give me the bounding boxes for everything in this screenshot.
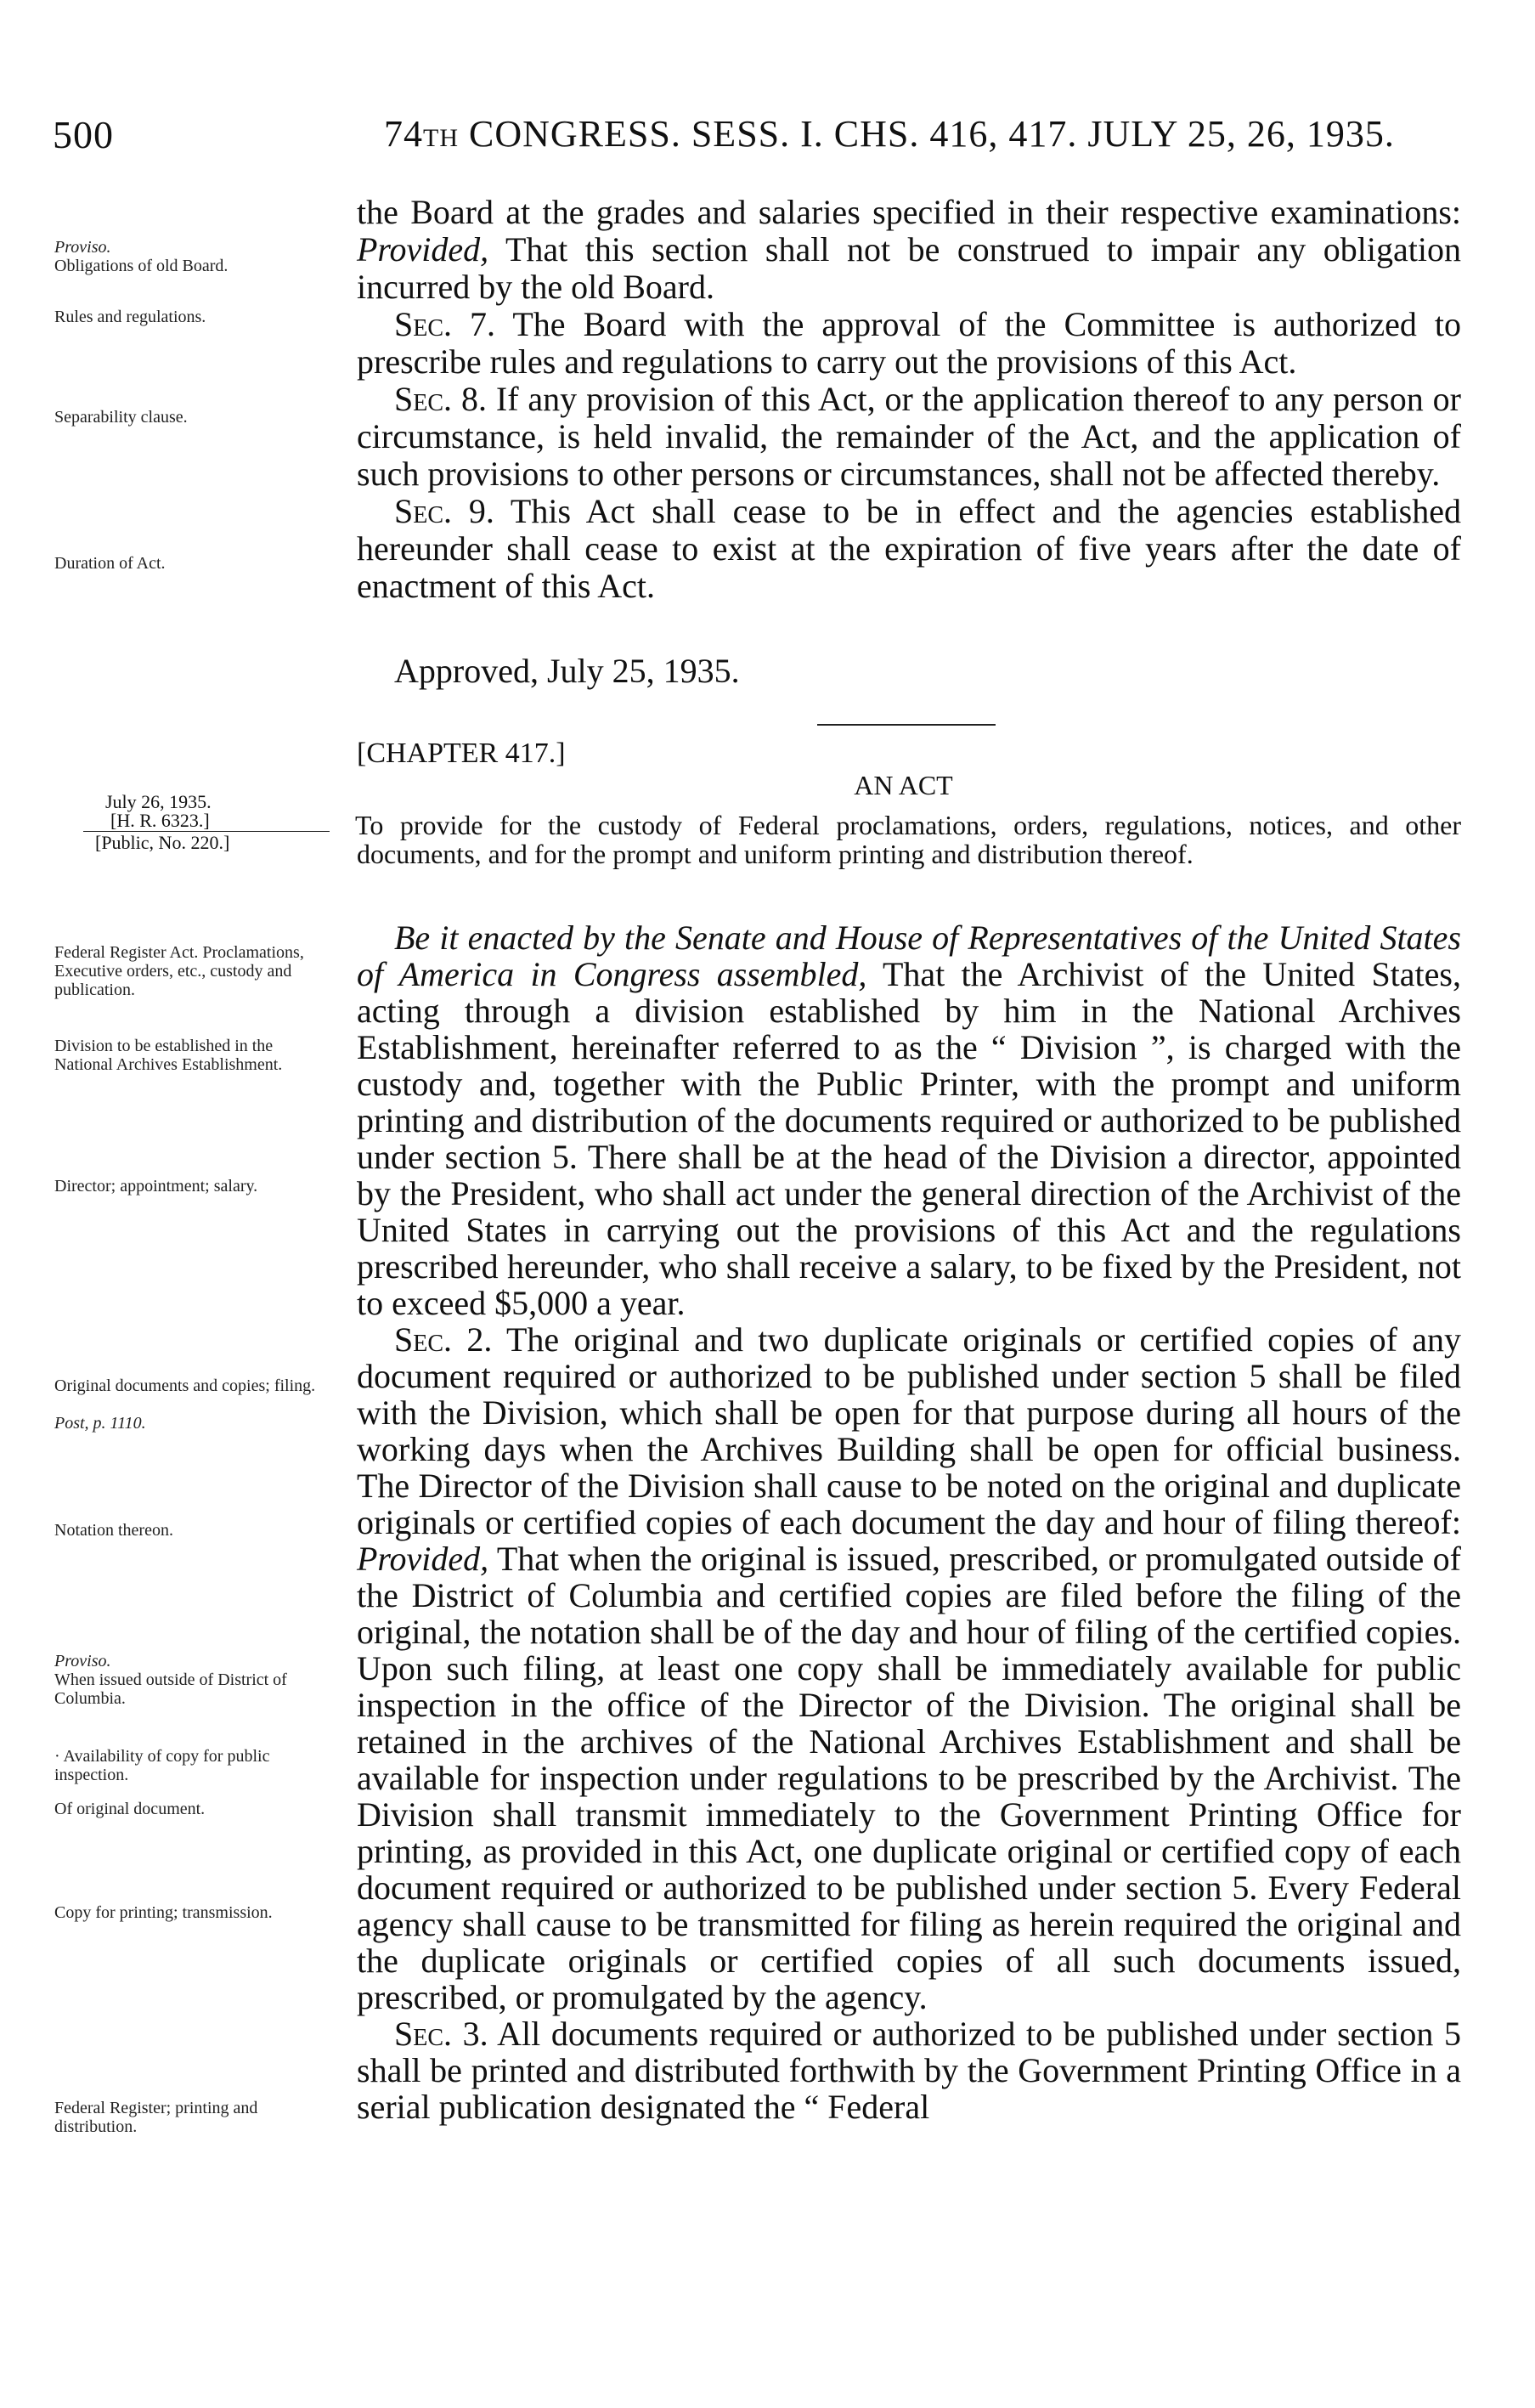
- margin-director: Director; appointment; salary.: [54, 1177, 258, 1196]
- margin-separability: Separability clause.: [54, 408, 188, 427]
- sec-3-label: Sec. 3.: [394, 2015, 488, 2053]
- margin-federal-register-printing: Federal Register; printing and distribution.: [54, 2099, 258, 2136]
- paragraph-sec-1: [357, 919, 1461, 1321]
- margin-of-original: Of original document.: [54, 1800, 206, 1818]
- margin-copy-printing: Copy for printing; transmission.: [54, 1903, 273, 1922]
- sec-7-text: The Board with the approval of the Committee is authorized to prescribe rules and regulations to carry out the provisions of this Act.: [357, 305, 1462, 381]
- margin-rules: Rules and regulations.: [54, 308, 206, 326]
- margin-federal-register: Federal Register Act. Proclamations, Executive orders, etc., custody and publication.: [54, 943, 304, 999]
- margin-division: Division to be established in the National Archives Establishment.: [54, 1037, 283, 1074]
- page-number: 500: [53, 113, 114, 156]
- margin-duration: Duration of Act.: [54, 554, 166, 573]
- purpose-text: To provide for the custody of Federal proclamations, orders, regulations, notices, and other documents, and for the prompt and uniform printing and distribution thereof.: [355, 810, 1461, 869]
- sec-8-label: Sec. 8.: [394, 380, 487, 418]
- running-head-rest: CONGRESS. SESS. I. CHS. 416, 417. JULY 25, 26, 1935.: [459, 113, 1395, 155]
- margin-notation: Notation thereon.: [54, 1521, 173, 1540]
- text-obligation: That this section shall not be construed to impair any obligation incurred by the old Board.: [357, 230, 1461, 306]
- paragraph-sec-2: [357, 1321, 1461, 2015]
- paragraph-sec-9: [357, 493, 1461, 605]
- an-act-heading: AN ACT: [854, 770, 953, 800]
- chapter-416-body: [357, 194, 1461, 605]
- chapter-divider: [817, 724, 996, 726]
- sec-1-text: That the Archivist of the United States, acting through a division established by him in the National Archives Establishment, hereinafter referred to as the “ Division ”, is charged with the custody and, together with the Public Printer, with the prompt and uniform printing and distribution of the documents required or authorized to be published under section 5. There shall be at the head of the Division a director, appointed by the President, who shall act under the general direction of the Archivist of the United States in carrying out the provisions of this Act and the regulations prescribed hereunder, who shall receive a salary, to be fixed by the President, not to exceed $5,000 a year.: [357, 955, 1461, 1322]
- paragraph-sec-7: [357, 306, 1461, 381]
- chapter-417-label: [CHAPTER 417.]: [357, 738, 566, 769]
- public-law-number: [Public, No. 220.]: [95, 832, 230, 853]
- margin-when-issued: When issued outside of District of Columbia.: [54, 1670, 287, 1708]
- text-provided: Provided,: [357, 230, 489, 268]
- act-purpose: [357, 811, 1461, 868]
- paragraph-sec-3: [357, 2015, 1461, 2125]
- running-head-sup: TH: [423, 124, 459, 152]
- paragraph-sec-8: [357, 381, 1461, 493]
- margin-original-docs: Original documents and copies; filing.: [54, 1376, 316, 1395]
- sec-7-label: Sec. 7.: [394, 305, 496, 343]
- sec-3-text: All documents required or authorized to be published under section 5 shall be printed and distributed forthwith by the Government Printing Office in a serial publication designated the “ Federal: [357, 2015, 1462, 2126]
- margin-post-ref: Post, p. 1110.: [54, 1414, 146, 1433]
- approved-line: Approved, July 25, 1935.: [394, 652, 740, 690]
- sec-9-text: This Act shall cease to be in effect and the agencies established hereunder shall cease to exist at the expiration of five years after the date of enactment of this Act.: [357, 492, 1461, 605]
- sec-8-text: If any provision of this Act, or the application thereof to any person or circumstance, is held invalid, the remainder of the Act, and the application of such provisions to other persons or circumstances, shall not be affected thereby.: [357, 380, 1461, 493]
- margin-proviso-1: Proviso.: [54, 238, 111, 257]
- bill-number: [H. R. 6323.]: [110, 810, 210, 831]
- margin-obligations: Obligations of old Board.: [54, 257, 229, 275]
- sec-2-text-b: That when the original is issued, prescribed, or promulgated outside of the District of Columbia and certified copies are filed before the filing of the original, the notation shall be of the day and hour of filing of the certified copies. Upon such filing, at least one copy shall be immediately available for public inspection in the office of the Director of the Division. The original shall be retained in the archives of the National Archives Establishment and shall be available for inspection under regulations to be prescribed by the Archivist. The Division shall transmit immediately to the Government Printing Office for printing, as provided in this Act, one duplicate original or certified copy of each document required or authorized to be published under section 5. Every Federal agency shall cause to be transmitted for filing as herein required the original and the duplicate originals or certified copies of all such documents issued, prescribed, or promulgated by the agency.: [357, 1540, 1461, 2016]
- margin-availability: · Availability of copy for public inspection.: [54, 1747, 270, 1784]
- act-date: July 26, 1935.: [105, 791, 212, 812]
- sec-2-label: Sec. 2.: [394, 1320, 493, 1359]
- sec-2-text-a: The original and two duplicate originals or certified copies of any document required or authorized to be published under section 5 shall be filed with the Division, which shall be open for that purpose during all hours of the working days when the Archives Building shall be open for official business. The Director of the Division shall cause to be noted on the original and duplicate originals or certified copies of each document the day and hour of filing thereof:: [357, 1320, 1461, 1541]
- running-head-prefix: 74: [384, 113, 423, 155]
- sec-9-label: Sec. 9.: [394, 492, 494, 530]
- running-head: [384, 112, 1395, 155]
- enacting-clause: Be it enacted by the Senate and House of Representatives of the United States of America in Congress assembled,: [357, 919, 1461, 993]
- text-board-grades: the Board at the grades and salaries specified in their respective examinations:: [357, 193, 1461, 231]
- paragraph-board-grades: [357, 194, 1461, 306]
- sec-2-provided: Provided,: [357, 1540, 489, 1578]
- chapter-417-body: [357, 919, 1461, 2125]
- running-header: [53, 112, 1480, 163]
- margin-proviso-2: Proviso.: [54, 1652, 111, 1670]
